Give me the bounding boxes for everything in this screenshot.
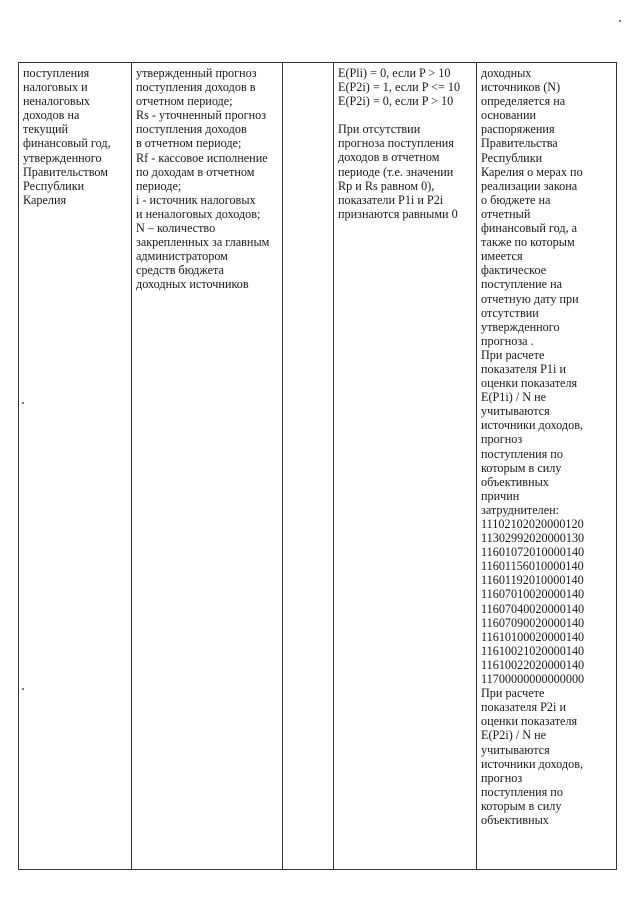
cell-line: в отчетном периоде; xyxy=(136,136,242,151)
cell-line: показателя P1i и xyxy=(481,361,566,376)
cell-line: E(P2i) = 0, если P > 10 xyxy=(338,94,454,109)
cell-line: финансовый год, а xyxy=(481,221,578,236)
cell-line: Республики xyxy=(23,178,85,193)
cell-line: Rp и Rs равном 0), xyxy=(338,178,435,193)
cell-line: доходных xyxy=(481,66,532,80)
cell-line: утвержденный прогноз xyxy=(136,66,257,80)
cell-line: доходных источников xyxy=(136,277,249,292)
cell-line: E(Pli) = 0, если P > 10 xyxy=(338,66,451,80)
cell-line: источников (N) xyxy=(481,80,561,95)
col-evaluation-rules xyxy=(334,63,477,870)
cell-line: реализации закона xyxy=(481,178,578,193)
cell-line: 11302992020000130 xyxy=(481,531,585,546)
cell-line: i - источник налоговых xyxy=(136,192,256,207)
cell-line: Карелия о мерах по xyxy=(481,164,583,179)
cell-line: 11610021020000140 xyxy=(481,643,585,658)
cell-line: финансовый год, xyxy=(23,136,111,151)
cell-line: администратором xyxy=(136,249,228,264)
cell-line: N – количество xyxy=(136,221,216,236)
cell-line: 11601072010000140 xyxy=(481,545,585,560)
cell-line: утвержденного xyxy=(23,150,102,165)
cell-line: также по которым xyxy=(481,235,575,250)
cell-line: которым в силу xyxy=(481,798,562,813)
cell-line: доходов в отчетном xyxy=(338,150,440,165)
cell-line: 11607090020000140 xyxy=(481,615,585,630)
cell-line: объективных xyxy=(481,474,549,489)
cell-line: отчетный xyxy=(481,206,531,221)
cell-line: поступления xyxy=(23,66,90,80)
cell-line: E(P2i) = 1, если P <= 10 xyxy=(338,80,461,95)
cell-line: E(P2i) / N не xyxy=(481,728,547,743)
cell-line: учитываются xyxy=(481,742,550,757)
col-empty xyxy=(283,63,334,870)
cell-line: налоговых и xyxy=(23,80,88,95)
cell-line: текущий xyxy=(23,122,69,137)
cell-line: отчетном периоде; xyxy=(136,94,233,109)
cell-line: 11700000000000000 xyxy=(481,672,585,687)
cell-line: источники доходов, xyxy=(481,418,583,433)
cell-line: 11607040020000140 xyxy=(481,601,585,616)
cell-line: прогноз xyxy=(481,432,523,447)
cell-line: определяется на xyxy=(481,94,566,109)
cell-line: отсутствии xyxy=(481,305,539,320)
cell-line: поступления по xyxy=(481,446,563,461)
cell-line: по доходам в отчетном xyxy=(136,164,255,179)
cell-line: оценки показателя xyxy=(481,376,578,391)
cell-line: оценки показателя xyxy=(481,714,578,729)
cell-line xyxy=(338,108,472,122)
scan-speck xyxy=(22,402,24,404)
cell-line: 11607010020000140 xyxy=(481,587,585,602)
cell-line: прогноз xyxy=(481,770,523,785)
cell-line: поступления по xyxy=(481,784,563,799)
cell-line: основании xyxy=(481,108,536,123)
cell-line: распоряжения xyxy=(481,122,555,137)
cell-line: E(P1i) / N не xyxy=(481,390,547,405)
cell-line: периоде (т.е. значении xyxy=(338,164,454,179)
cell-line: фактическое xyxy=(481,263,547,278)
cell-line: прогноза поступления xyxy=(338,136,454,151)
cell-line: 11610100020000140 xyxy=(481,629,585,644)
cell-line: При расчете xyxy=(481,347,545,362)
cell-line: средств бюджета xyxy=(136,263,224,278)
cell-line: показатели P1i и P2i xyxy=(338,192,444,207)
cell-line: источники доходов, xyxy=(481,756,583,771)
cell-line: утвержденного xyxy=(481,319,560,334)
cell-line: Rf - кассовое исполнение xyxy=(136,150,268,165)
cell-line: объективных xyxy=(481,812,549,827)
table-row xyxy=(19,63,617,870)
cell-line: 11601156010000140 xyxy=(481,559,584,574)
cell-line: 11102102020000120 xyxy=(481,517,584,531)
cell-line: поступление на xyxy=(481,277,563,292)
criteria-table xyxy=(18,62,617,870)
cell-line: периоде; xyxy=(136,178,182,193)
col-formula-legend xyxy=(132,63,283,870)
cell-line: прогноза . xyxy=(481,333,534,348)
cell-line: показателя P2i и xyxy=(481,700,566,715)
cell-line: При расчете xyxy=(481,686,545,701)
cell-line: Республики xyxy=(481,150,543,165)
scan-speck xyxy=(22,688,24,690)
cell-line: учитываются xyxy=(481,404,550,419)
cell-lines xyxy=(338,66,472,221)
cell-line: затруднителен: xyxy=(481,502,560,517)
cell-lines xyxy=(481,66,612,827)
cell-line: Правительства xyxy=(481,136,558,151)
cell-lines xyxy=(23,66,127,207)
cell-line: доходов на xyxy=(23,108,80,123)
cell-line: имеется xyxy=(481,249,523,264)
col-notes xyxy=(477,63,617,870)
cell-line: При отсутствии xyxy=(338,122,421,137)
cell-line: неналоговых xyxy=(23,94,90,109)
cell-line: поступления доходов в xyxy=(136,80,256,95)
cell-line: закрепленных за главным xyxy=(136,235,270,250)
cell-lines xyxy=(136,66,278,292)
cell-line: отчетную дату при xyxy=(481,291,579,306)
cell-line: которым в силу xyxy=(481,460,562,475)
cell-line: Карелия xyxy=(23,192,67,207)
cell-line: о бюджете на xyxy=(481,192,551,207)
cell-line: Rs - уточненный прогноз xyxy=(136,108,267,123)
col-indicator-name xyxy=(19,63,132,870)
cell-line: поступления доходов xyxy=(136,122,247,137)
cell-line: 11601192010000140 xyxy=(481,573,584,588)
cell-line: причин xyxy=(481,488,520,503)
cell-line: Правительством xyxy=(23,164,108,179)
cell-line: и неналоговых доходов; xyxy=(136,206,261,221)
cell-line: признаются равными 0 xyxy=(338,206,458,221)
scan-speck xyxy=(619,20,621,22)
cell-line: 11610022020000140 xyxy=(481,657,585,672)
